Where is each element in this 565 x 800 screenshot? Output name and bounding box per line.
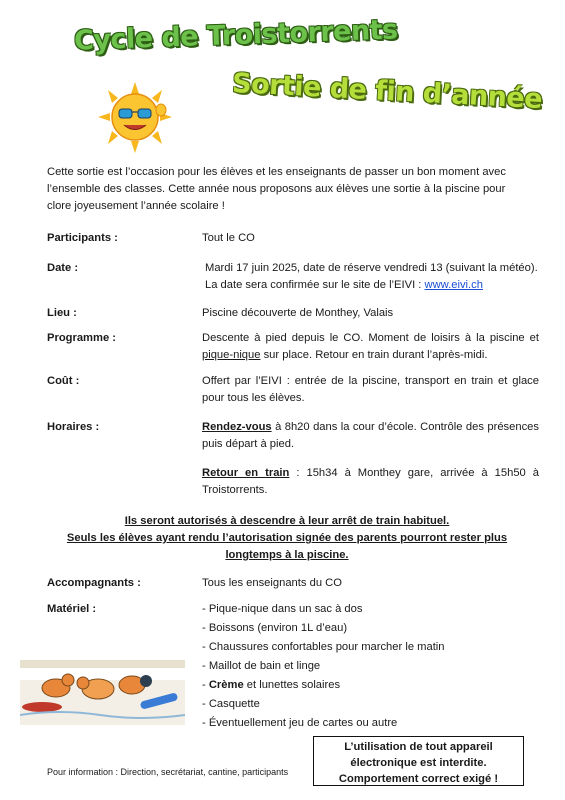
retour-text: : 15h34 à Monthey gare, arrivée à 15h50 à Troistorrents. xyxy=(202,467,539,496)
lieu-value: Piscine découverte de Monthey, Valais xyxy=(202,307,394,319)
participants-label: Participants : xyxy=(47,232,118,244)
programme-label: Programme : xyxy=(47,332,117,344)
list-item: - Éventuellement jeu de cartes ou autre xyxy=(202,717,398,729)
list-item: - Pique-nique dans un sac à dos xyxy=(202,603,363,615)
horaires-value xyxy=(202,419,539,499)
list-item: - Maillot de bain et linge xyxy=(202,660,321,672)
warning-line-2: électronique est interdite. xyxy=(350,757,487,769)
title-line-2: Sortie de fin d’année xyxy=(231,67,543,116)
warning-box xyxy=(313,736,524,786)
creme-rest: et lunettes solaires xyxy=(243,679,341,691)
rendez-vous-title: Rendez-vous xyxy=(202,421,272,433)
footer-note: Pour information : Direction, secrétariat, cantine, participants xyxy=(47,767,289,777)
horaires-label: Horaires : xyxy=(47,421,100,433)
date-value xyxy=(205,260,542,294)
programme-part-1: Descente à pied depuis le CO. Moment de loisirs à la piscine et xyxy=(202,332,539,344)
notice-line-2: Seuls les élèves ayant rendu l’autorisation signée des parents pourront rester plus longtemps à la piscine. xyxy=(66,532,508,561)
list-item: - Chaussures confortables pour marcher le matin xyxy=(202,641,445,653)
lieu-label: Lieu : xyxy=(47,307,77,319)
retour-title: Retour en train xyxy=(202,467,290,479)
date-label: Date : xyxy=(47,262,79,274)
swimmers-illustration xyxy=(20,645,185,725)
picnic-underlined: pique-nique xyxy=(202,349,261,361)
list-item: - Boissons (environ 1L d’eau) xyxy=(202,622,348,634)
intro-paragraph: Cette sortie est l’occasion pour les élèves et les enseignants de passer un bon moment avec l’ensemble des classes. Cette année nous proposons aux élèves une sortie à la piscine pour clore joyeusement l’année scolaire ! xyxy=(47,166,506,212)
participants-value: Tout le CO xyxy=(202,232,255,244)
retour-paragraph xyxy=(202,465,539,499)
notice-line-1: Ils seront autorisés à descendre à leur arrêt de train habituel. xyxy=(124,515,450,527)
list-item: - Casquette xyxy=(202,698,260,710)
date-line-2 xyxy=(205,277,542,294)
date-line-1: Mardi 17 juin 2025, date de réserve vendredi 13 (suivant la météo). xyxy=(205,262,538,274)
rendez-vous-text: à 8h20 dans la cour d’école. Contrôle des présences puis départ à pied. xyxy=(202,421,539,450)
programme-part-2: sur place. Retour en train durant l’après-midi. xyxy=(260,349,488,361)
eivi-link[interactable]: www.eivi.ch xyxy=(424,279,483,291)
programme-value xyxy=(202,330,539,364)
materiel-label: Matériel : xyxy=(47,603,97,615)
warning-line-3: Comportement correct exigé ! xyxy=(338,773,499,785)
title-line-1: Cycle de Troistorrents xyxy=(73,14,399,57)
notice-block xyxy=(47,513,527,564)
creme-bold: Crème xyxy=(208,679,244,691)
accompagnants-label: Accompagnants : xyxy=(47,577,141,589)
list-item: - Crème et lunettes solaires xyxy=(202,679,341,691)
warning-line-1: L’utilisation de tout appareil xyxy=(344,741,493,753)
cout-value: Offert par l’EIVI : entrée de la piscine, transport en train et glace pour tous les élèves. xyxy=(202,375,539,404)
date-line-2-text: La date sera confirmée sur le site de l’EIVI : xyxy=(205,279,425,291)
accompagnants-value: Tous les enseignants du CO xyxy=(202,577,342,589)
cout-label: Coût : xyxy=(47,375,80,387)
rendez-vous-paragraph xyxy=(202,419,539,453)
materiel-list xyxy=(202,601,539,734)
sun-with-sunglasses-icon xyxy=(95,80,175,155)
